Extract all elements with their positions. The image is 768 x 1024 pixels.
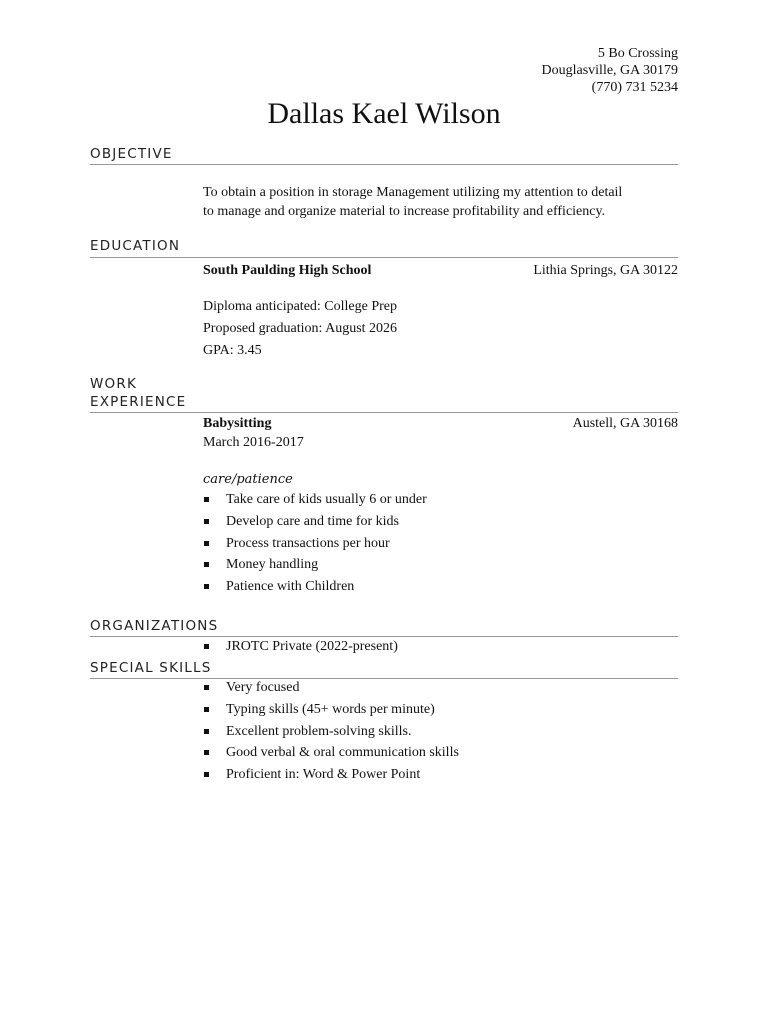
work-content	[203, 414, 678, 598]
education-rule	[90, 257, 678, 258]
skills-list	[203, 677, 678, 786]
work-heading	[90, 375, 678, 411]
job-location: Austell, GA 30168	[572, 416, 678, 431]
work-heading-line-1: WORK	[90, 376, 138, 392]
graduation-detail: Proposed graduation: August 2026	[203, 321, 398, 336]
list-item: Proficient in: Word & Power Point	[203, 764, 678, 786]
list-item: Excellent problem-solving skills.	[203, 721, 678, 743]
education-heading: EDUCATION	[90, 238, 181, 254]
objective-rule	[90, 164, 678, 165]
organizations-heading: ORGANIZATIONS	[90, 618, 219, 634]
contact-block	[542, 45, 679, 96]
candidate-name: Dallas Kael Wilson	[267, 97, 501, 130]
job-dates: March 2016-2017	[203, 435, 304, 450]
job-title: Babysitting	[203, 416, 272, 431]
list-item: Typing skills (45+ words per minute)	[203, 699, 678, 721]
city-state-zip: Douglasville, GA 30179	[541, 63, 678, 78]
list-item: Money handling	[203, 554, 678, 576]
work-section	[90, 375, 678, 600]
education-section	[90, 237, 678, 367]
list-item: JROTC Private (2022-present)	[203, 636, 678, 658]
list-item: Take care of kids usually 6 or under	[203, 489, 678, 511]
organizations-section	[90, 617, 678, 659]
list-item: Patience with Children	[203, 576, 678, 598]
work-heading-line-2: EXPERIENCE	[90, 394, 187, 410]
organizations-content	[203, 636, 678, 658]
work-rule	[90, 412, 678, 413]
objective-line-2: to manage and organize material to increase profitability and efficiency.	[203, 204, 606, 219]
street-address: 5 Bo Crossing	[597, 46, 678, 61]
school-location: Lithia Springs, GA 30122	[533, 263, 678, 278]
list-item: Good verbal & oral communication skills	[203, 742, 678, 764]
job-duties-list	[203, 489, 678, 598]
objective-section	[90, 145, 678, 225]
list-item: Process transactions per hour	[203, 533, 678, 555]
skills-heading: SPECIAL SKILLS	[90, 660, 212, 676]
list-item: Develop care and time for kids	[203, 511, 678, 533]
job-subtitle: care/patience	[203, 472, 293, 487]
skills-section	[90, 659, 678, 794]
diploma-detail: Diploma anticipated: College Prep	[203, 299, 398, 314]
school-name: South Paulding High School	[203, 263, 372, 278]
job-row	[203, 414, 678, 433]
school-row	[203, 261, 678, 280]
phone-number: (770) 731 5234	[591, 80, 678, 95]
objective-text	[203, 183, 678, 221]
gpa-detail: GPA: 3.45	[203, 343, 262, 358]
list-item: Very focused	[203, 677, 678, 699]
objective-heading: OBJECTIVE	[90, 146, 173, 162]
skills-content	[203, 677, 678, 786]
organizations-list	[203, 636, 678, 658]
education-content	[203, 261, 678, 362]
objective-line-1: To obtain a position in storage Management utilizing my attention to detail	[203, 185, 623, 200]
